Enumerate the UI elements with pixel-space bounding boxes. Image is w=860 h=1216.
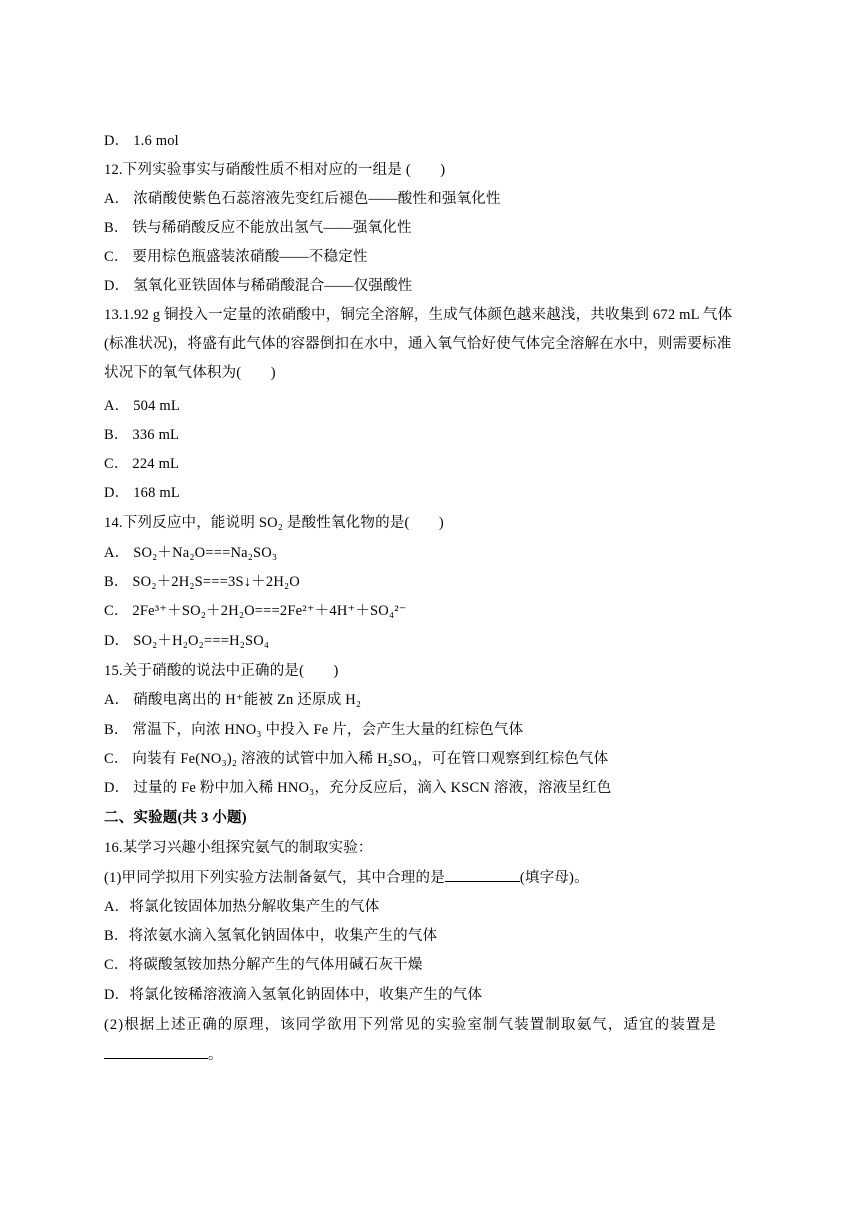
option-b-q15: B． 常温下，向浓 HNO₃ 中投入 Fe 片，会产生大量的红棕色气体: [104, 722, 524, 738]
part-2-end: 。: [208, 1047, 223, 1063]
part-1-suffix: (填字母)。: [519, 870, 589, 886]
option-b-q14: B． SO₂＋2H₂S===3S↓＋2H₂O: [104, 574, 300, 590]
section-heading: 二、实验题(共 3 小题): [104, 810, 247, 826]
answer-blank-2: [104, 1044, 208, 1059]
question-16: 16.某学习兴趣小组探究氨气的制取实验：: [104, 840, 373, 856]
option-a-q16: A．将氯化铵固体加热分解收集产生的气体: [104, 899, 380, 915]
question-14: 14.下列反应中，能说明 SO₂ 是酸性氧化物的是( ): [104, 515, 444, 531]
option-c-q14: C． 2Fe³⁺＋SO₂＋2H₂O===2Fe²⁺＋4H⁺＋SO₄²⁻: [104, 603, 407, 619]
option-d-q14: D． SO₂＋H₂O₂===H₂SO₄: [104, 633, 270, 649]
option-c-q15: C． 向装有 Fe(NO₃)₂ 溶液的试管中加入稀 H₂SO₄，可在管口观察到红棕色气体: [104, 751, 609, 767]
option-d-q11: D． 1.6 mol: [104, 133, 179, 149]
option-d-q13: D． 168 mL: [104, 485, 180, 501]
option-d-q15: D． 过量的 Fe 粉中加入稀 HNO₃，充分反应后，滴入 KSCN 溶液，溶液呈红色: [104, 780, 612, 796]
option-a-q14: A． SO₂＋Na₂O===Na₂SO₃: [104, 545, 278, 561]
option-a-q13: A． 504 mL: [104, 398, 180, 414]
option-d-q12: D． 氢氧化亚铁固体与稀硝酸混合——仅强酸性: [104, 278, 413, 294]
option-a-q12: A． 浓硝酸使紫色石蕊溶液先变红后褪色——酸性和强氧化性: [104, 191, 501, 207]
question-16-part-2: (2)根据上述正确的原理，该同学欲用下列常见的实验室制气装置制取氨气，适宜的装置是: [104, 1017, 718, 1033]
question-13-line-1: 13.1.92 g 铜投入一定量的浓硝酸中，铜完全溶解，生成气体颜色越来越浅，共收集到 672 mL 气体: [104, 307, 733, 323]
option-c-q12: C． 要用棕色瓶盛装浓硝酸——不稳定性: [104, 249, 368, 265]
option-c-q16: C．将碳酸氢铵加热分解产生的气体用碱石灰干燥: [104, 957, 423, 973]
option-b-q12: B． 铁与稀硝酸反应不能放出氢气——强氧化性: [104, 220, 412, 236]
option-b-q13: B． 336 mL: [104, 427, 180, 443]
question-16-part-2-blank-line: [104, 1044, 223, 1065]
answer-blank-1: [445, 867, 520, 882]
question-13-line-2: (标准状况)，将盛有此气体的容器倒扣在水中，通入氧气恰好使气体完全溶解在水中，则需要标准: [104, 336, 732, 352]
option-d-q16: D．将氯化铵稀溶液滴入氢氧化钠固体中，收集产生的气体: [104, 987, 483, 1003]
part-1-text: (1)甲同学拟用下列实验方法制备氨气，其中合理的是: [104, 870, 445, 886]
question-12: 12.下列实验事实与硝酸性质不相对应的一组是 ( ): [104, 162, 446, 178]
question-16-part-1: [104, 867, 589, 888]
question-13-line-3: 状况下的氧气体积为( ): [104, 365, 276, 381]
option-c-q13: C． 224 mL: [104, 456, 180, 472]
option-a-q15: A． 硝酸电离出的 H⁺能被 Zn 还原成 H₂: [104, 692, 362, 708]
question-15: 15.关于硝酸的说法中正确的是( ): [104, 663, 339, 679]
option-b-q16: B．将浓氨水滴入氢氧化钠固体中，收集产生的气体: [104, 928, 438, 944]
